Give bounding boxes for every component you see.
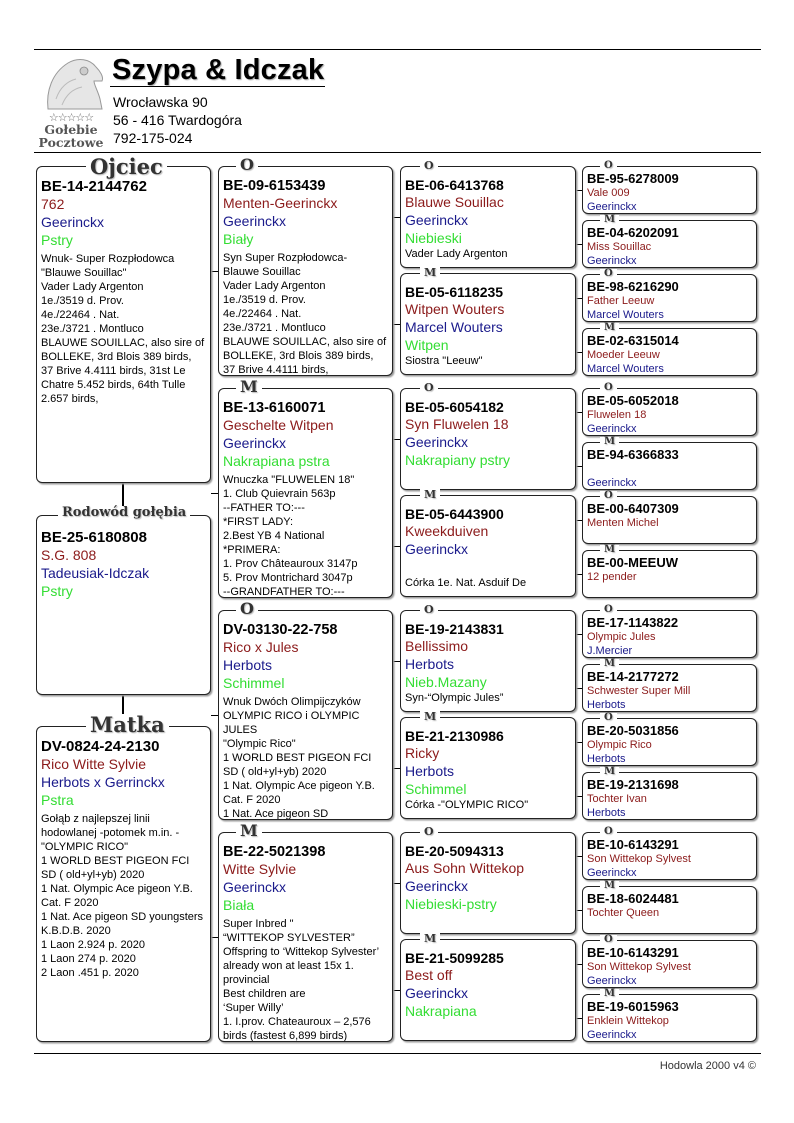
card-content [583, 225, 756, 268]
ring-number: BE-25-6180808 [41, 529, 147, 546]
plumage-colour: Nakrapiana pstra [223, 453, 330, 469]
pigeon-name: Enklein Wittekop [587, 1015, 669, 1027]
gen4-card[interactable] [582, 718, 757, 766]
dam-mark: M [600, 659, 619, 669]
gen3-card[interactable] [400, 166, 576, 268]
pigeon-name: Tochter Queen [587, 907, 660, 919]
card-content [401, 177, 575, 261]
sire-mark: O [236, 601, 258, 617]
card-content [401, 399, 575, 469]
sire-mark: O [600, 383, 617, 393]
breeder-name: Geerinckx [405, 434, 469, 450]
dam-mark: M [420, 933, 440, 944]
ring-number: BE-18-6024481 [587, 891, 679, 906]
card-content [583, 501, 756, 530]
connector-line [393, 439, 400, 440]
ring-number: BE-00-6407309 [587, 501, 679, 516]
gen4-card[interactable] [582, 220, 757, 268]
pedigree-note: Córka 1e. Nat. Asduif De [405, 577, 527, 589]
breeder-title: Szypa & Idczak [112, 54, 325, 86]
ring-number: BE-95-6278009 [587, 171, 679, 186]
dam-mark: M [420, 489, 440, 500]
pigeon-name: Miss Souillac [587, 241, 652, 253]
gen2-card[interactable] [218, 166, 393, 376]
breeder-name: Geerinckx [587, 255, 637, 267]
sire-mark: O [600, 491, 617, 501]
ring-number: BE-14-2177272 [587, 669, 679, 684]
breeder-name: Geerinckx [405, 985, 469, 1001]
pigeon-name: Kweekduiven [405, 523, 489, 539]
card-content [583, 393, 756, 436]
dam-mark: M [600, 215, 619, 225]
card-content [583, 279, 756, 322]
ring-number: BE-10-6143291 [587, 945, 679, 960]
gen4-card[interactable] [582, 886, 757, 934]
pigeon-name: Aus Sohn Wittekop [405, 860, 525, 876]
pedigree-note: Wnuk- Super Rozpłodowca "Blauwe Souillac" Vader Lady Argenton 1e./3519 d. Prov. 4e./22464 . Nat. 23e./3721 . Montluco BLAUWE SOUILLAC, also sire of BOLLEKE, 3rd Blois 389 birds, 37 Brive 4.4111 birds, 31st Le Chatre 5.452 birds, 64th Tulle 2.657 birds, [41, 253, 205, 405]
pigeon-name: S.G. 808 [41, 547, 97, 563]
breeder-name: Geerinckx [41, 214, 105, 230]
breeder-name: Geerinckx [587, 423, 637, 435]
connector-line [211, 493, 218, 494]
card-content [583, 333, 756, 376]
connector-line [393, 324, 400, 325]
sire-mark: O [600, 827, 617, 837]
dam-mark: M [600, 881, 619, 891]
pigeon-name: Bellissimo [405, 638, 469, 654]
ring-number: DV-0824-24-2130 [41, 738, 160, 755]
plumage-colour: Schimmel [223, 675, 285, 691]
gen4-card[interactable] [582, 442, 757, 490]
card-content [583, 999, 756, 1042]
pigeon-name: Fluwelen 18 [587, 409, 647, 421]
plumage-colour: Nieb.Mazany [405, 674, 487, 690]
pigeon-name: Moeder Leeuw [587, 349, 660, 361]
card-content [583, 555, 756, 584]
breeder-name: Geerinckx [587, 867, 637, 879]
plumage-colour: Pstry [41, 583, 73, 599]
gen4-card[interactable] [582, 388, 757, 436]
gen2-card[interactable] [218, 832, 393, 1042]
title-underline [110, 86, 325, 87]
breeder-name: Herbots [587, 807, 626, 819]
gen3-card[interactable] [400, 388, 576, 490]
dam-mark: M [600, 545, 619, 555]
ring-number: BE-10-6143291 [587, 837, 679, 852]
card-content [219, 622, 392, 820]
card-content [583, 945, 756, 988]
pigeon-name: Schwester Super Mill [587, 685, 691, 697]
pigeon-name: 762 [41, 196, 65, 212]
card-content [401, 621, 575, 705]
plumage-colour [405, 558, 571, 576]
address-city: 56 - 416 Twardogóra [113, 112, 242, 128]
breeder-name: Herbots [587, 699, 626, 711]
gen4-card[interactable] [582, 832, 757, 880]
plumage-colour: Nakrapiana [405, 1003, 477, 1019]
pedigree-note: Córka -"OLYMPIC RICO" [405, 799, 529, 811]
gen2-card[interactable] [218, 610, 393, 820]
sire-mark: O [600, 713, 617, 723]
plumage-colour: Pstra [41, 792, 74, 808]
ring-number: BE-21-5099285 [405, 950, 504, 966]
card-content [583, 777, 756, 820]
ring-number: BE-20-5094313 [405, 843, 504, 859]
ring-number: BE-06-6413768 [405, 177, 504, 193]
connector-line [393, 546, 400, 547]
software-credit: Hodowla 2000 v4 © [659, 1060, 756, 1072]
connector-line [393, 883, 400, 884]
connector-line [211, 715, 218, 716]
dam-mark: M [600, 323, 619, 333]
plumage-colour: Niebieski-pstry [405, 896, 497, 912]
card-content [583, 447, 756, 490]
card-content [401, 843, 575, 913]
ring-number: BE-22-5021398 [223, 844, 326, 860]
gen3-card[interactable] [400, 273, 576, 375]
breeder-name: Herbots [223, 657, 273, 673]
gen3-card[interactable] [400, 939, 576, 1041]
breeder-name: Marcel Wouters [587, 309, 664, 321]
card-content [219, 844, 392, 1042]
sire-mark: O [600, 269, 617, 279]
gen4-card[interactable] [582, 610, 757, 658]
sire-mark: O [600, 935, 617, 945]
gen4-card[interactable] [582, 274, 757, 322]
card-content [583, 669, 756, 712]
breeder-name: Herbots [405, 763, 455, 779]
ring-number: BE-14-2144762 [41, 178, 147, 195]
plumage-colour: Niebieski [405, 230, 462, 246]
gen4-card[interactable] [582, 772, 757, 820]
pigeon-name: Son Wittekop Sylvest [587, 961, 691, 973]
pedigree-note: Wnuczka "FLUWELEN 18" 1. Club Quievrain 563p --FATHER TO:--- *FIRST LADY: 2.Best YB 4 National *PRIMERA: 1. Prov Châteauroux 3147p 5. Prov Montrichard 3047p --GRANDFATHER TO:--- [223, 474, 358, 598]
gen2-card[interactable] [218, 388, 393, 598]
plumage-colour: Biała [223, 897, 255, 913]
connector-line [211, 271, 218, 272]
breeder-name: Marcel Wouters [405, 319, 503, 335]
breeder-name: Geerinckx [587, 975, 637, 987]
gen3-card[interactable] [400, 495, 576, 597]
subject-label: Rodowód gołębia [58, 506, 190, 519]
plumage-colour: Nakrapiany pstry [405, 452, 511, 468]
card-content [219, 178, 392, 376]
mother-label: Matka [86, 714, 169, 735]
gen4-card[interactable] [582, 994, 757, 1042]
logo-text-line2: Pocztowe [38, 135, 104, 150]
card-content [401, 728, 575, 812]
plumage-colour: Pstry [41, 232, 73, 248]
ring-number: BE-19-2131698 [587, 777, 679, 792]
sire-mark: O [236, 157, 258, 173]
dam-mark: M [236, 379, 262, 395]
pigeon-name: Rico x Jules [223, 639, 299, 655]
pigeon-name: Best off [405, 967, 453, 983]
connector-line [393, 990, 400, 991]
ring-number: BE-09-6153439 [223, 178, 326, 194]
dam-mark: M [600, 767, 619, 777]
ring-number: BE-04-6202091 [587, 225, 679, 240]
pigeon-name: Witpen Wouters [405, 301, 505, 317]
breeder-name: Geerinckx [405, 541, 469, 557]
connector-line [393, 661, 400, 662]
gen3-card[interactable] [400, 832, 576, 934]
breeder-name: Geerinckx [405, 878, 469, 894]
phone-number: 792-175-024 [113, 130, 193, 146]
header-rule [34, 152, 761, 153]
pedigree-note: Super Inbred " “WITTEKOP SYLVESTER” Offspring to ‘Wittekop Sylvester’ already won at least 15x 1. provincial Best children are ‘Super Willy’ 1. I.prov. Chateauroux – 2,576 birds (fastest 6,899 birds) [223, 918, 379, 1042]
connector-line [393, 217, 400, 218]
sire-mark: O [420, 826, 438, 837]
gen4-card[interactable] [582, 496, 757, 544]
dam-mark: M [420, 267, 440, 278]
pigeon-name: Olympic Jules [587, 631, 656, 643]
ring-number: BE-02-6315014 [587, 333, 679, 348]
card-content [583, 723, 756, 766]
ring-number: DV-03130-22-758 [223, 622, 338, 638]
breeder-name: Herbots x Gerrinckx [41, 774, 165, 790]
dam-mark: M [600, 989, 619, 999]
connector-line [122, 483, 124, 507]
ring-number: BE-05-6443900 [405, 506, 504, 522]
ring-number: BE-05-6118235 [405, 284, 504, 300]
address-street: Wrocławska 90 [113, 94, 208, 110]
pigeon-name: Witte Sylvie [223, 861, 297, 877]
pigeon-name: Blauwe Souillac [405, 194, 504, 210]
ring-number: BE-05-6054182 [405, 399, 504, 415]
pedigree-note: Vader Lady Argenton [405, 248, 508, 260]
card-content [219, 400, 392, 598]
ring-number: BE-05-6052018 [587, 393, 679, 408]
dam-mark: M [600, 437, 619, 447]
card-content [583, 171, 756, 214]
ring-number: BE-21-2130986 [405, 728, 504, 744]
plumage-colour: Schimmel [405, 781, 467, 797]
pigeon-name: Son Wittekop Sylvest [587, 853, 691, 865]
card-content [583, 891, 756, 920]
plumage-colour: Witpen [405, 337, 449, 353]
gen3-card[interactable] [400, 717, 576, 819]
footer-rule [34, 1053, 761, 1054]
breeder-name: Geerinckx [587, 201, 637, 213]
ring-number: BE-94-6366833 [587, 447, 679, 462]
ring-number: BE-17-1143822 [587, 615, 679, 630]
sire-mark: O [420, 160, 438, 171]
pigeon-head-icon [42, 55, 106, 111]
breeder-name: Herbots [587, 753, 626, 765]
breeder-name: Geerinckx [223, 435, 287, 451]
breeder-name: Geerinckx [587, 1029, 637, 1041]
gen4-card[interactable] [582, 166, 757, 214]
gen4-card[interactable] [582, 664, 757, 712]
gen4-card[interactable] [582, 328, 757, 376]
ring-number: BE-98-6216290 [587, 279, 679, 294]
breeder-name: Geerinckx [405, 212, 469, 228]
breeder-name: Geerinckx [587, 477, 637, 489]
father-card[interactable] [36, 166, 211, 483]
pigeon-name: Vale 009 [587, 187, 630, 199]
pigeon-name: Geschelte Witpen [223, 417, 334, 433]
breeder-name: J.Mercier [587, 645, 633, 657]
card-content [401, 284, 575, 368]
subject-card[interactable] [36, 515, 211, 695]
sire-mark: O [420, 382, 438, 393]
dam-mark: M [236, 823, 262, 839]
breeder-name: Geerinckx [223, 879, 287, 895]
pigeon-name: Menten Michel [587, 517, 659, 529]
pedigree-note: Siostra "Leeuw" [405, 355, 483, 367]
ring-number: BE-13-6160071 [223, 400, 326, 416]
ring-number: BE-00-MEEUW [587, 555, 679, 570]
sire-mark: O [420, 604, 438, 615]
dam-mark: M [420, 711, 440, 722]
pigeon-name: Olympic Rico [587, 739, 652, 751]
pedigree-note: Syn Super Rozpłodowca- Blauwe Souillac Vader Lady Argenton 1e./3519 d. Prov. 4e./22464 . Nat. 23e./3721 . Montluco BLAUWE SOUILLAC, also sire of BOLLEKE, 3rd Blois 389 birds, 37 Brive 4.4111 birds, [223, 252, 387, 376]
connector-line [393, 768, 400, 769]
logo-text-line1: Gołebie [44, 122, 98, 137]
connector-line [211, 937, 218, 938]
breeder-name: Tadeusiak-Idczak [41, 565, 150, 581]
pedigree-note: Gołąb z najlepszej linii hodowlanej -potomek m.in. -"OLYMPIC RICO" 1 WORLD BEST PIGEON FCI SD ( old+yl+yb) 2020 1 Nat. Olympic Ace pigeon Y.B. Cat. F 2020 1 Nat. Ace pigeon SD youngsters K.B.D.B. 2020 1 Laon 2.924 p. 2020 1 Laon 274 p. 2020 2 Laon .451 p. 2020 [41, 813, 204, 979]
sire-mark: O [600, 161, 617, 171]
pigeon-name: Menten-Geerinckx [223, 195, 338, 211]
gen4-card[interactable] [582, 940, 757, 988]
pedigree-note: Wnuk Dwóch Olimpijczyków OLYMPIC RICO i OLYMPIC JULES "Olympic Rico" 1 WORLD BEST PIGEON FCI SD ( old+yl+yb) 2020 1 Nat. Olympic Ace pigeon Y.B. Cat. F 2020 1 Nat. Ace pigeon SD [223, 696, 375, 820]
pigeon-name: Rico Witte Sylvie [41, 756, 147, 772]
ring-number: BE-19-2143831 [405, 621, 504, 637]
logo [34, 55, 108, 150]
pigeon-name: 12 pender [587, 571, 637, 583]
gen3-card[interactable] [400, 610, 576, 712]
plumage-colour: Biały [223, 231, 254, 247]
gen4-card[interactable] [582, 550, 757, 598]
breeder-name: Herbots [405, 656, 455, 672]
card-content [583, 837, 756, 880]
card-content [583, 615, 756, 658]
father-label: Ojciec [86, 156, 167, 177]
pigeon-name [587, 462, 752, 476]
sire-mark: O [600, 605, 617, 615]
pigeon-name: Ricky [405, 745, 440, 761]
pigeon-name: Father Leeuw [587, 295, 655, 307]
top-rule [34, 49, 761, 50]
pigeon-name: Tochter Ivan [587, 793, 647, 805]
card-content [401, 950, 575, 1020]
breeder-name: Geerinckx [223, 213, 287, 229]
pedigree-note: Syn-“Olympic Jules” [405, 692, 504, 704]
card-content [401, 506, 575, 590]
breeder-name: Marcel Wouters [587, 363, 664, 375]
ring-number: BE-20-5031856 [587, 723, 679, 738]
logo-stars: ☆☆☆☆☆ [48, 111, 94, 124]
ring-number: BE-19-6015963 [587, 999, 679, 1014]
mother-card[interactable] [36, 726, 211, 1042]
pigeon-name: Syn Fluwelen 18 [405, 416, 509, 432]
